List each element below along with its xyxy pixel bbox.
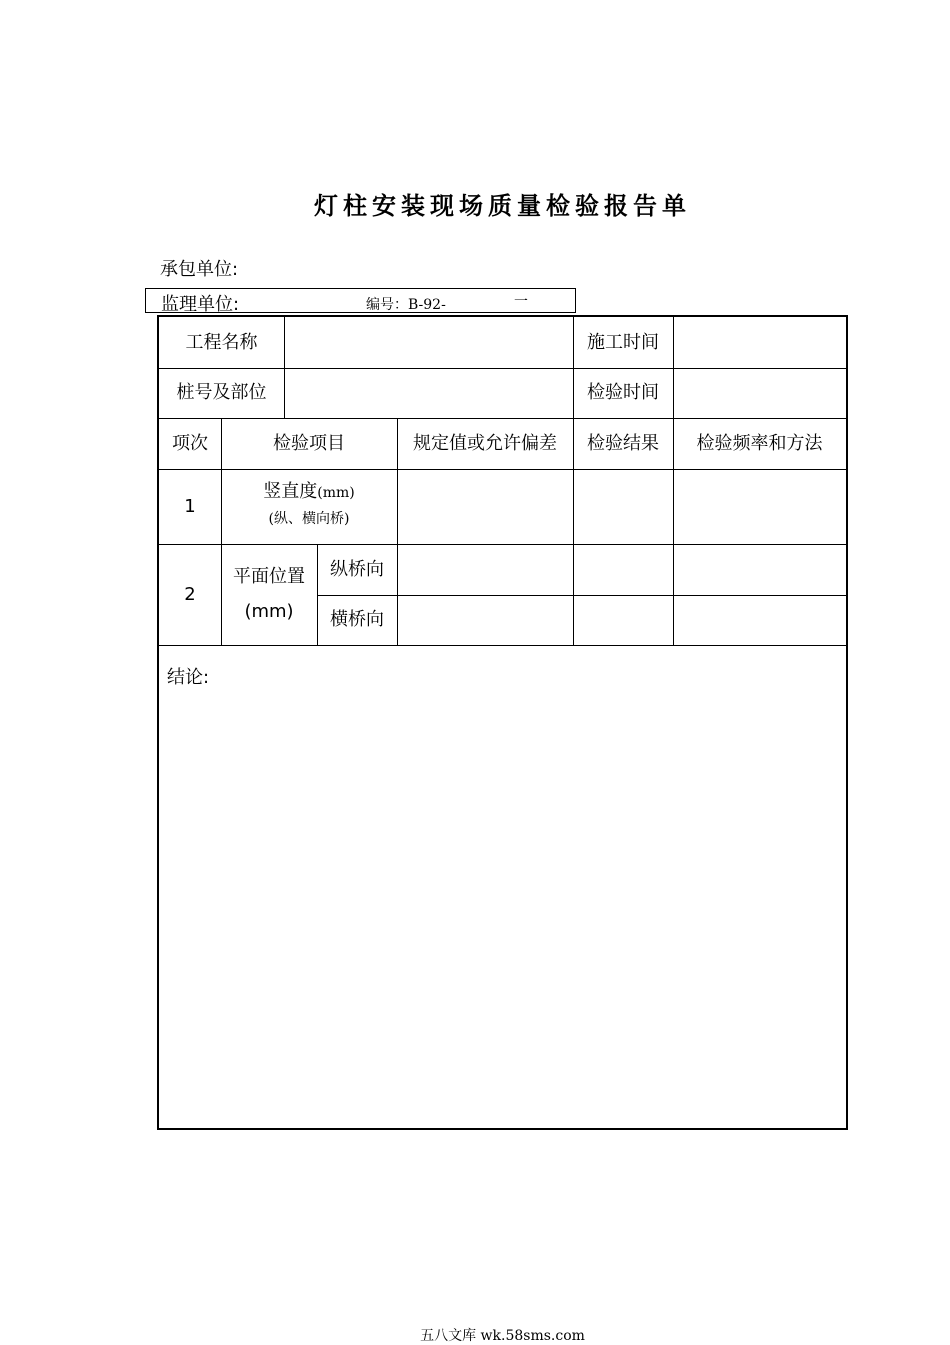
row2a-frequency-method[interactable] (673, 544, 846, 595)
conclusion-label: 结论: (167, 667, 210, 688)
row1-item-note: (纵、横向桥) (268, 510, 350, 527)
station-location-value[interactable] (284, 368, 573, 418)
header-result: 检验结果 (587, 432, 659, 454)
project-name-value[interactable] (284, 317, 573, 368)
row1-number: 1 (184, 495, 196, 517)
contractor-label: 承包单位: (160, 259, 239, 280)
conclusion-area[interactable] (159, 647, 846, 1128)
row2-number: 2 (184, 583, 196, 605)
row2-sub-transverse: 横桥向 (330, 609, 384, 631)
row1-item (221, 469, 397, 544)
row1-item-name: 竖直度 (263, 481, 318, 503)
row2-item (221, 544, 317, 645)
document-title: 灯柱安装现场质量检验报告单 (314, 192, 691, 220)
inspection-time-label: 检验时间 (587, 382, 659, 404)
header-inspection-item: 检验项目 (273, 432, 345, 454)
header-frequency-method: 检验频率和方法 (696, 432, 823, 454)
row2b-spec-value[interactable] (397, 595, 573, 645)
row1-frequency-method[interactable] (673, 469, 846, 544)
construction-time-value[interactable] (673, 317, 846, 368)
row1-result[interactable] (573, 469, 673, 544)
supervisor-label: 监理单位: (161, 294, 240, 315)
row2-item-name: 平面位置 (233, 566, 305, 588)
footer-watermark: 五八文库 wk.58sms.com (420, 1328, 585, 1344)
header-spec-value: 规定值或允许偏差 (413, 432, 557, 454)
row2b-frequency-method[interactable] (673, 595, 846, 645)
row1-item-unit: (mm) (317, 485, 355, 502)
row2-item-unit: (mm) (244, 600, 294, 622)
serial-dash: 一 (514, 294, 528, 310)
row2-sub-longitudinal: 纵桥向 (330, 558, 384, 580)
row2a-result[interactable] (573, 544, 673, 595)
station-location-label: 桩号及部位 (176, 382, 267, 404)
row2b-result[interactable] (573, 595, 673, 645)
project-name-label: 工程名称 (185, 331, 258, 353)
inspection-time-value[interactable] (673, 368, 846, 418)
header-item-no: 项次 (172, 432, 208, 454)
supervisor-box (145, 288, 576, 313)
serial-number: 编号：B-92- (366, 297, 446, 313)
row-divider (159, 645, 846, 646)
row1-spec-value[interactable] (397, 469, 573, 544)
construction-time-label: 施工时间 (587, 331, 659, 353)
row2a-spec-value[interactable] (397, 544, 573, 595)
inspection-form (157, 315, 848, 1130)
